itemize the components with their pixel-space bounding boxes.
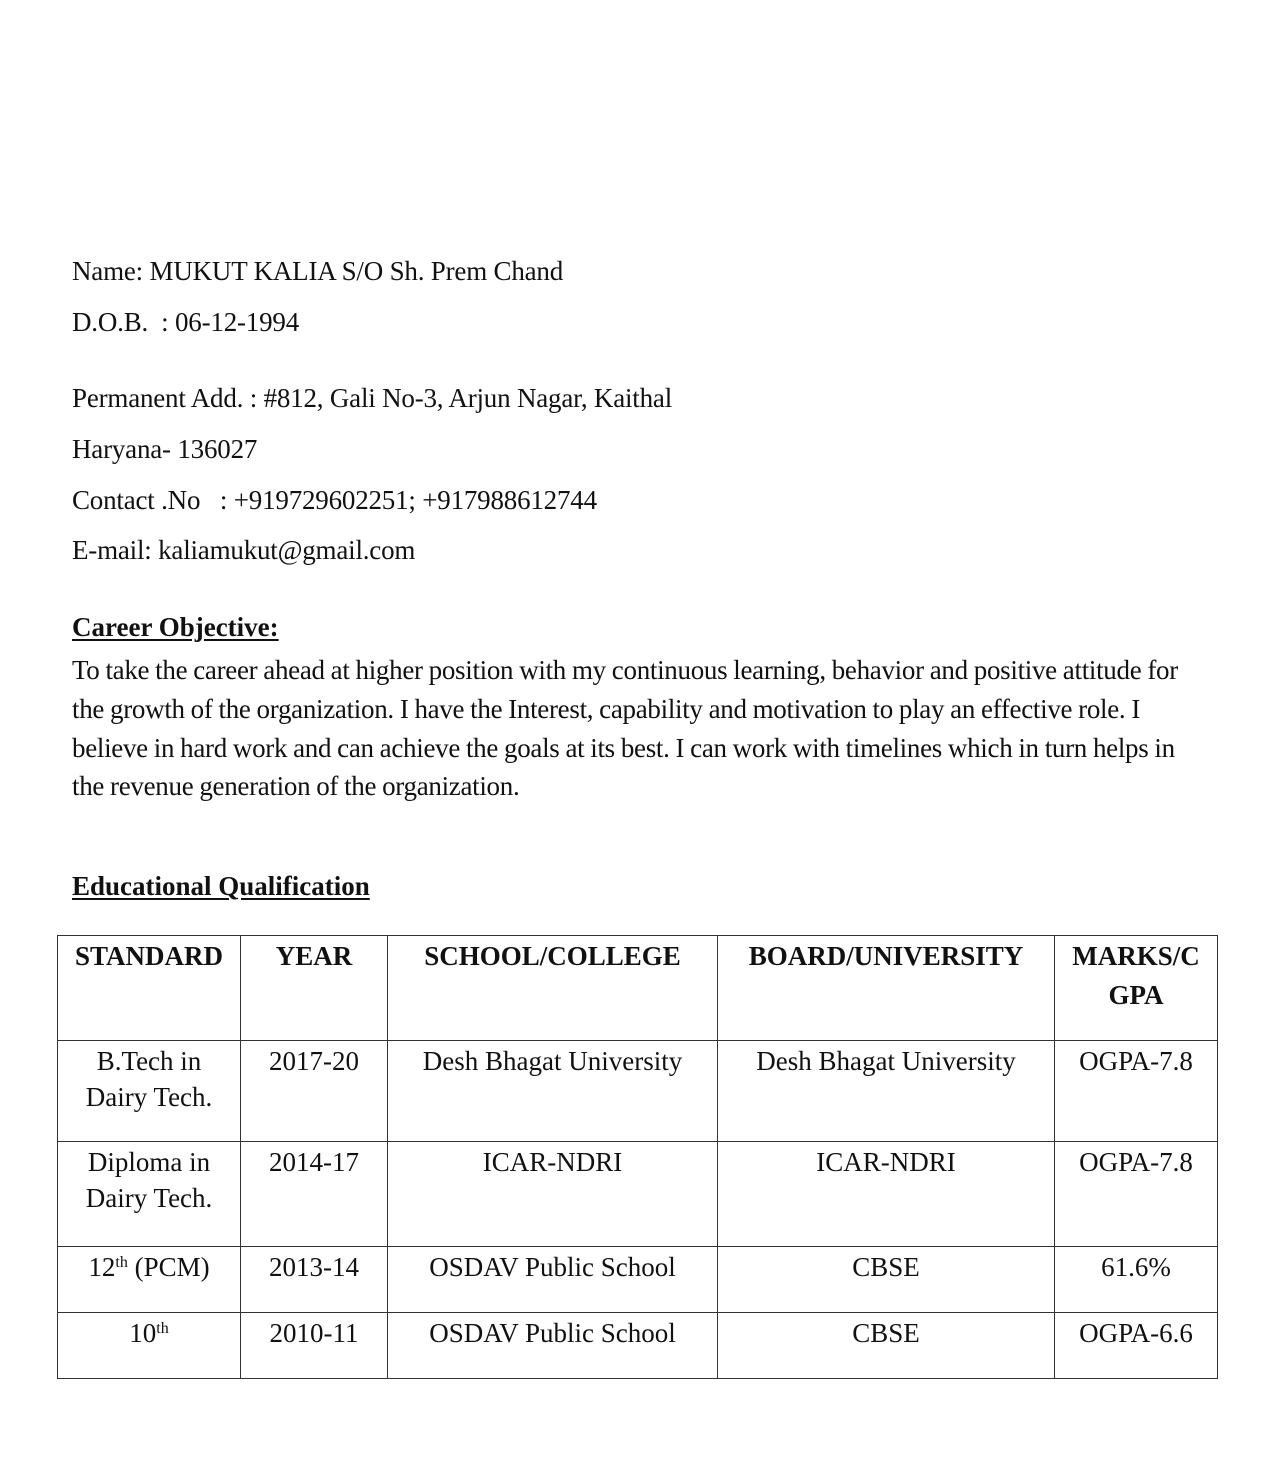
address-line-1: Permanent Add. : #812, Gali No-3, Arjun Nagar, Kaithal: [72, 383, 672, 413]
email-line: E-mail: kaliamukut@gmail.com: [72, 535, 416, 565]
name-line: Name: MUKUT KALIA S/O Sh. Prem Chand: [72, 256, 564, 286]
cell-school: Desh Bhagat University: [388, 1041, 718, 1142]
cell-year: 2014-17: [241, 1142, 388, 1247]
career-objective-text: To take the career ahead at higher position with my continuous learning, behavior and positive attitude for the growth of the organization. I have the Interest, capability and motivation to play an effective role. I believe in hard work and can achieve the goals at its best. I can work with timelines which in turn helps in the revenue generation of the organization.: [72, 655, 1178, 802]
cell-standard: 12th (PCM): [58, 1247, 241, 1313]
column-header-standard: STANDARD: [58, 936, 241, 1041]
address-line-2: Haryana- 136027: [72, 434, 258, 464]
cell-board: CBSE: [718, 1313, 1055, 1379]
cell-school: OSDAV Public School: [388, 1247, 718, 1313]
cell-board: ICAR-NDRI: [718, 1142, 1055, 1247]
cell-year: 2017-20: [241, 1041, 388, 1142]
column-header-school: SCHOOL/COLLEGE: [388, 936, 718, 1041]
cell-year: 2013-14: [241, 1247, 388, 1313]
career-objective-heading: Career Objective:: [72, 612, 279, 642]
table-header-row: [58, 936, 1218, 1041]
column-header-year: YEAR: [241, 936, 388, 1041]
table-row: [58, 1247, 1218, 1313]
education-heading: Educational Qualification: [72, 871, 370, 901]
cell-school: OSDAV Public School: [388, 1313, 718, 1379]
table-row: [58, 1313, 1218, 1379]
table-row: [58, 1041, 1218, 1142]
education-table: [57, 935, 1218, 1379]
cell-marks: OGPA-6.6: [1055, 1313, 1218, 1379]
column-header-board: BOARD/UNIVERSITY: [718, 936, 1055, 1041]
dob-line: D.O.B. : 06-12-1994: [72, 307, 299, 337]
cell-marks: OGPA-7.8: [1055, 1041, 1218, 1142]
table-row: [58, 1142, 1218, 1247]
cell-standard: Diploma in Dairy Tech.: [58, 1142, 241, 1247]
cell-board: CBSE: [718, 1247, 1055, 1313]
column-header-marks: MARKS/C GPA: [1055, 936, 1218, 1041]
cell-marks: OGPA-7.8: [1055, 1142, 1218, 1247]
cell-standard: B.Tech in Dairy Tech.: [58, 1041, 241, 1142]
cell-marks: 61.6%: [1055, 1247, 1218, 1313]
cell-year: 2010-11: [241, 1313, 388, 1379]
contact-line: Contact .No : +919729602251; +917988612744: [72, 485, 597, 515]
cell-board: Desh Bhagat University: [718, 1041, 1055, 1142]
cell-standard: 10th: [58, 1313, 241, 1379]
cell-school: ICAR-NDRI: [388, 1142, 718, 1247]
